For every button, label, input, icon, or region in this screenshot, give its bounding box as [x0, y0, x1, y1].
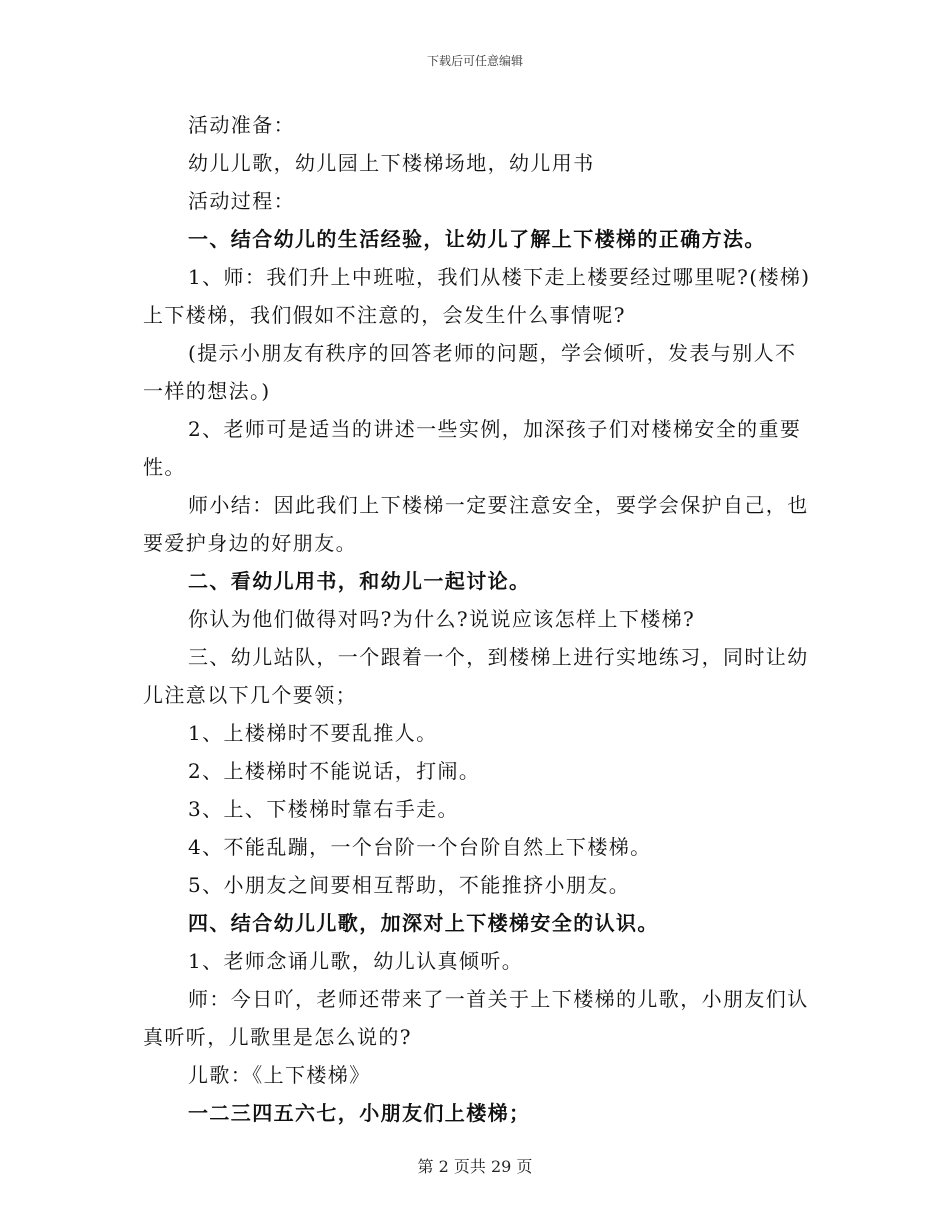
paragraph: 2、老师可是适当的讲述一些实例，加深孩子们对楼梯安全的重要性。 — [143, 417, 802, 479]
paragraph: 幼儿儿歌，幼儿园上下楼梯场地，幼儿用书 — [188, 151, 595, 175]
document-body — [143, 106, 811, 1132]
list-item: 5、小朋友之间要相互帮助，不能推挤小朋友。 — [188, 873, 631, 897]
paragraph: 活动过程： — [188, 189, 295, 213]
section-heading: 一、结合幼儿的生活经验，让幼儿了解上下楼梯的正确方法。 — [188, 227, 766, 251]
paragraph: 活动准备： — [188, 113, 295, 137]
section-heading: 四、结合幼儿儿歌，加深对上下楼梯安全的认识。 — [188, 911, 659, 935]
page-footer: 第 2 页共 29 页 — [417, 1157, 533, 1176]
paragraph: 师：今日吖，老师还带来了一首关于上下楼梯的儿歌，小朋友们认真听听，儿歌里是怎么说的? — [143, 987, 809, 1049]
list-item: 4、不能乱蹦，一个台阶一个台阶自然上下楼梯。 — [188, 835, 652, 859]
paragraph: 儿歌：《上下楼梯》 — [188, 1063, 371, 1087]
page-header: 下载后可任意编辑 — [426, 54, 523, 68]
section-heading: 二、看幼儿用书，和幼儿一起讨论。 — [188, 569, 531, 593]
paragraph: 你认为他们做得对吗?为什么?说说应该怎样上下楼梯? — [188, 607, 696, 631]
paragraph: 师小结：因此我们上下楼梯一定要注意安全，要学会保护自己，也要爱护身边的好朋友。 — [143, 493, 809, 555]
paragraph: 1、老师念诵儿歌，幼儿认真倾听。 — [188, 949, 524, 973]
list-item: 2、上楼梯时不能说话，打闹。 — [188, 759, 481, 783]
paragraph: 三、幼儿站队，一个跟着一个，到楼梯上进行实地练习，同时让幼儿注意以下几个要领； — [143, 645, 809, 707]
list-item: 3、上、下楼梯时靠右手走。 — [188, 797, 459, 821]
list-item: 1、上楼梯时不要乱推人。 — [188, 721, 438, 745]
paragraph: (提示小朋友有秩序的回答老师的问题，学会倾听，发表与别人不一样的想法。) — [143, 341, 797, 403]
paragraph: 1、师：我们升上中班啦，我们从楼下走上楼要经过哪里呢?(楼梯)上下楼梯，我们假如不注意的，会发生什么事情呢? — [143, 265, 811, 327]
poem-line: 一二三四五六七，小朋友们上楼梯； — [188, 1101, 531, 1125]
